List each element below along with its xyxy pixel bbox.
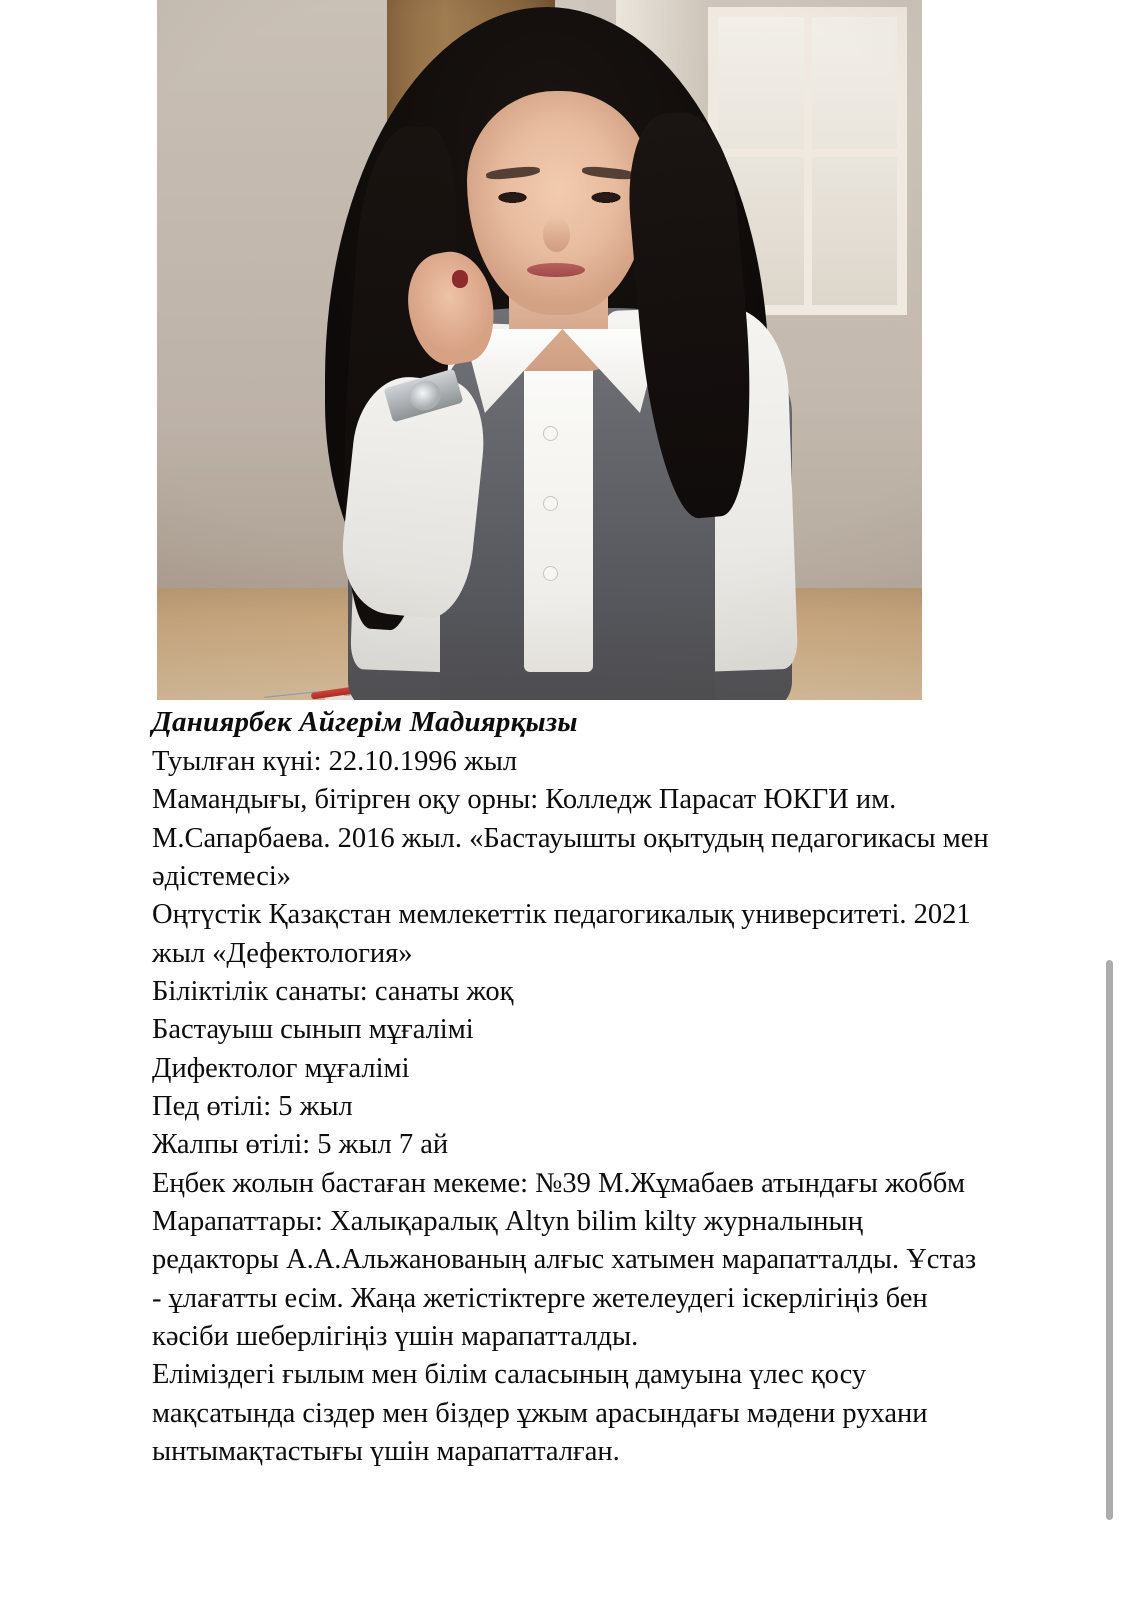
photo-scene: [157, 0, 922, 700]
profile-line-education: Мамандығы, бітірген оқу орны: Колледж Парасат ЮКГИ им. М.Сапарбаева. 2016 жыл. «Бастауышты оқытудың педагогикасы мен әдістемесі»: [152, 784, 989, 893]
profile-line-total-experience: Жалпы өтілі: 5 жыл 7 ай: [152, 1129, 449, 1161]
profile-line-role-primary-teacher: Бастауыш сынып мұғалімі: [152, 1014, 474, 1046]
profile-line-awards-continued: Еліміздегі ғылым мен білім саласының дамуына үлес қосу мақсатында сіздер мен біздер ұжым арасындағы мәдени рухани ынтымақтастығы үшін марапатталған.: [152, 1359, 928, 1468]
scrollbar-thumb[interactable]: [1106, 960, 1113, 1520]
photo-vignette: [157, 0, 922, 700]
person-name: Даниярбек Айгерім Мадиярқызы: [152, 706, 578, 738]
portrait-photo: [157, 0, 922, 700]
profile-text-block: [152, 700, 992, 1471]
scrollbar-track[interactable]: [1108, 0, 1118, 1600]
profile-line-pedagogical-experience: Пед өтілі: 5 жыл: [152, 1091, 353, 1123]
profile-line-university: Оңтүстік Қазақстан мемлекеттік педагогикалық университеті. 2021 жыл «Дефектология»: [152, 899, 971, 969]
profile-line-birthdate: Туылған күні: 22.10.1996 жыл: [152, 746, 518, 778]
profile-line-first-workplace: Еңбек жолын бастаған мекеме: №39 М.Жұмабаев атындағы жоббм: [152, 1167, 965, 1199]
profile-line-qualification-category: Біліктілік санаты: санаты жоқ: [152, 976, 514, 1008]
profile-line-role-defectologist: Дифектолог мұғалімі: [152, 1052, 410, 1084]
profile-line-awards: Марапаттары: Халықаралық Altyn bilim kilty журналының редакторы А.А.Альжанованың алғыс хатымен марапатталды. Ұстаз - ұлағатты есім. Жаңа жетістіктерге жетелеудегі іскерлігіңіз бен кәсіби шеберлігіңіз үшін марапатталды.: [152, 1206, 977, 1353]
